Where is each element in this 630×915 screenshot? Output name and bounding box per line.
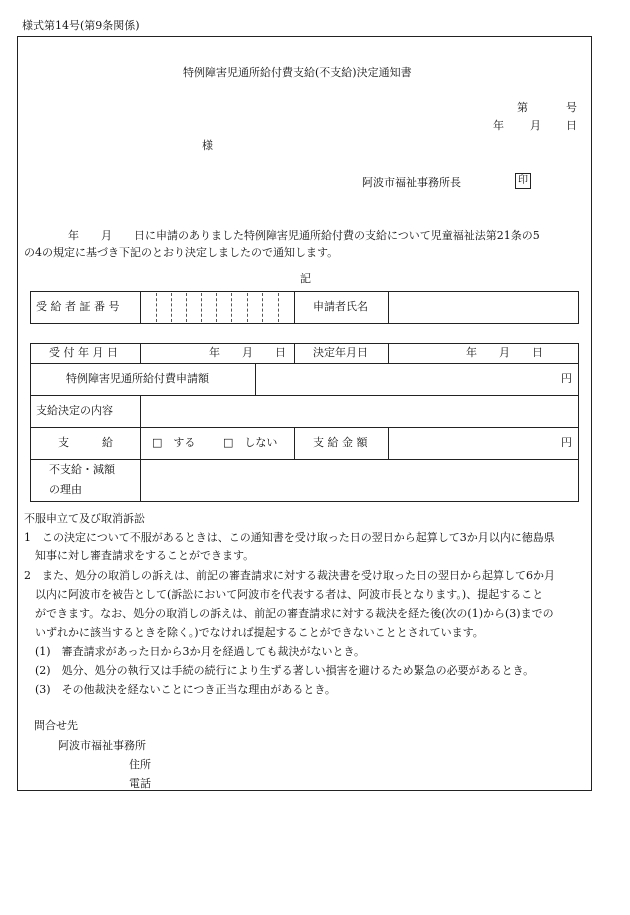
payment-option-yes[interactable]: □ する [152,436,196,449]
decision-date-value[interactable]: 年 月 日 [466,346,543,359]
document-title: 特例障害児通所給付費支給(不支給)決定通知書 [183,66,412,79]
appeal-line: ができます。なお、処分の取消しの訴えは、前記の審査請求に対する裁決を経た後(次の(1)から(3)までの [24,607,554,620]
appeal-line: 以内に阿波市を被告として(訴訟において阿波市を代表する者は、阿波市長となります。)、提起すること [24,588,544,601]
received-date-value[interactable]: 年 月 日 [209,346,286,359]
decision-content-field[interactable] [141,396,578,427]
recipient-number-label: 受 給 者 証 番 号 [36,300,120,313]
seal-stamp: 印 [515,173,531,189]
contact-office: 阿波市福祉事務所 [58,739,146,752]
payment-option-no[interactable]: □ しない [223,436,278,449]
date-day: 日 [566,119,577,132]
number-prefix: 第 [517,101,528,114]
claim-amount-label: 特例障害児通所給付費申請額 [66,372,209,385]
reason-field[interactable] [141,460,578,501]
appeal-line: 知事に対し審査請求をすることができます。 [24,549,255,562]
contact-address-label: 住所 [129,758,151,771]
received-date-label: 受 付 年 月 日 [49,346,118,359]
reason-label-1: 不支給・減額 [49,463,115,476]
claim-amount-yen: 円 [561,372,572,385]
appeal-line: 2 また、処分の取消しの訴えは、前記の審査請求に対する裁決書を受け取った日の翌日から起算して6か月 [24,569,555,582]
appeal-line: (2) 処分、処分の執行又は手続の続行により生ずる著しい損害を避けるため緊急の必要があるとき。 [24,664,535,677]
payment-amount-field[interactable] [389,428,556,459]
date-month: 月 [530,119,541,132]
appeal-heading: 不服申立て及び取消訴訟 [24,512,145,525]
applicant-name-label: 申請者氏名 [313,300,368,313]
number-suffix: 号 [566,101,577,114]
claim-amount-field[interactable] [256,364,556,395]
decision-date-label: 決定年月日 [313,346,368,359]
contact-heading: 問合せ先 [34,719,78,732]
payment-amount-label: 支 給 金 額 [313,436,368,449]
applicant-name-field[interactable] [389,292,578,323]
decision-content-label: 支給決定の内容 [36,404,113,417]
appeal-line: (1) 審査請求があった日から3か月を経過しても裁決がないとき。 [24,645,366,658]
contact-phone-label: 電話 [129,777,151,790]
payment-label: 支 給 [58,436,113,449]
appeal-line: いずれかに該当するときを除く。)でなければ提起することができないこととされています。 [24,626,484,639]
payment-amount-yen: 円 [561,436,572,449]
ki-mark: 記 [300,272,311,285]
form-id: 様式第14号(第9条関係) [22,19,140,32]
addressee-suffix: 様 [202,139,213,152]
recipient-number-field[interactable] [141,292,294,323]
reason-label-2: の理由 [49,483,82,496]
body-line-1: 年 月 日に申請のありました特例障害児通所給付費の支給について児童福祉法第21条の5 [68,229,540,242]
appeal-line: (3) その他裁決を経ないことにつき正当な理由があるとき。 [24,683,336,696]
body-line-2: の4の規定に基づき下記のとおり決定しましたので通知します。 [24,246,339,259]
appeal-line: 1 この決定について不服があるときは、この通知書を受け取った日の翌日から起算して3か月以内に徳島県 [24,531,555,544]
date-year: 年 [493,119,504,132]
issuer-name: 阿波市福祉事務所長 [362,176,461,189]
